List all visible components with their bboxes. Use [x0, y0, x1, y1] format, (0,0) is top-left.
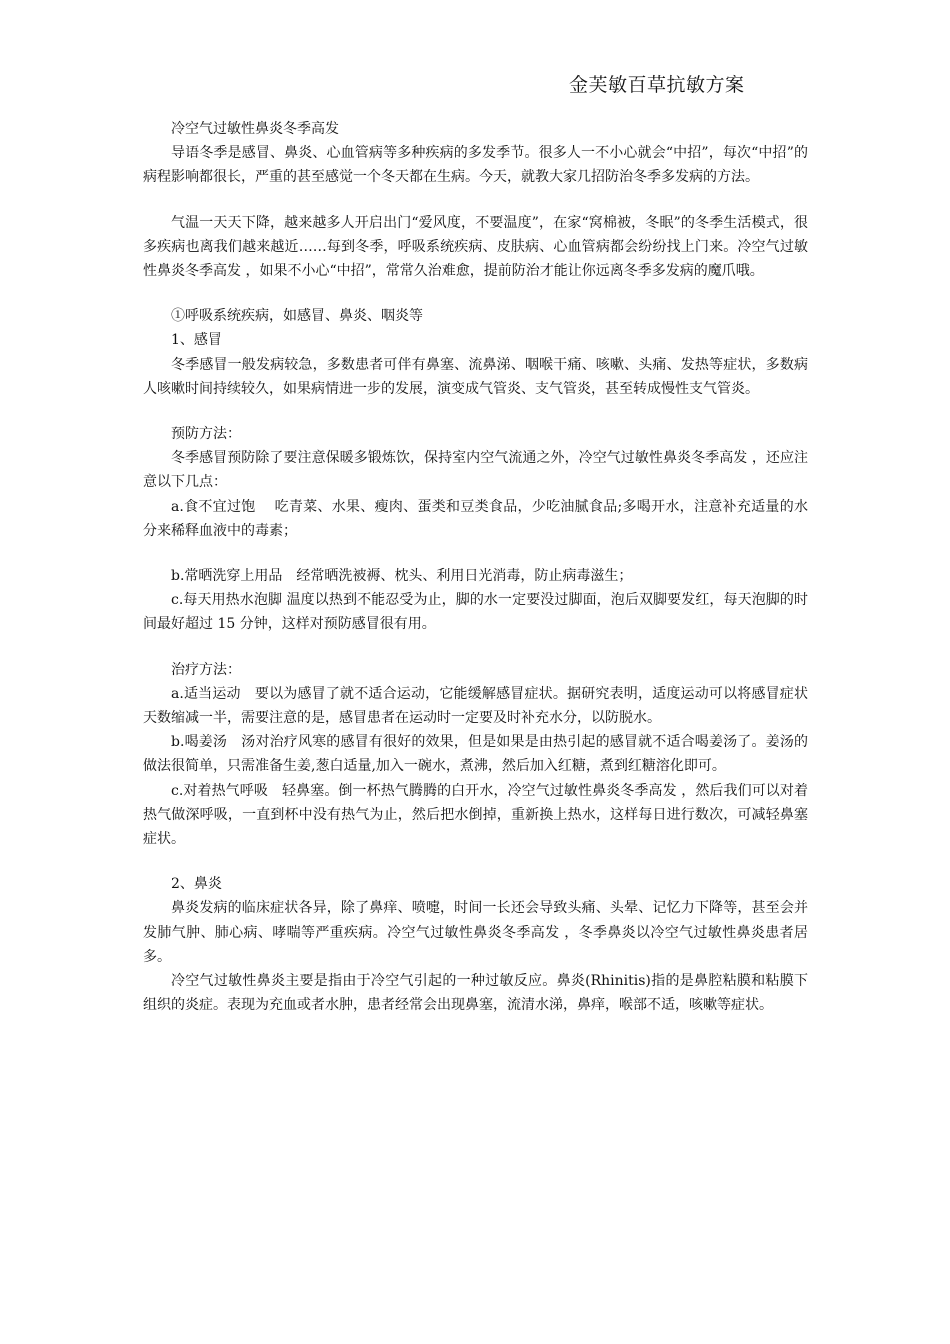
paragraph-gap — [143, 543, 808, 564]
paragraph-gap — [143, 851, 808, 872]
prevention-item-b: b.常晒洗穿上用品 经常晒洗被褥、枕头、利用日光消毒，防止病毒滋生； — [171, 568, 633, 585]
paragraph-gap — [143, 190, 808, 211]
document-header-title: 金芙敏百草抗敏方案 — [569, 74, 745, 96]
subsection-heading-cold: 1、感冒 — [171, 332, 222, 349]
paragraph-gap — [143, 283, 808, 304]
paragraph-gap — [143, 401, 808, 422]
rhinitis-definition: 冷空气过敏性鼻炎主要是指由于冷空气引起的一种过敏反应。鼻炎(Rhinitis)指的是鼻腔粘膜和粘膜下组织的炎症。表现为充血或者水肿，患者经常会出现鼻塞，流清水涕，鼻痒，喉部不适，咳嗽等症状。 — [143, 973, 808, 1014]
section-heading: ①呼吸系统疾病，如感冒、鼻炎、咽炎等 — [171, 308, 423, 325]
cold-description: 冬季感冒一般发病较急，多数患者可伴有鼻塞、流鼻涕、咽喉干痛、咳嗽、头痛、发热等症状，多数病人咳嗽时间持续较久，如果病情进一步的发展，演变成气管炎、支气管炎，甚至转成慢性支气管炎。 — [143, 356, 808, 397]
prevention-intro: 冬季感冒预防除了要注意保暖多锻炼饮，保持室内空气流通之外，冷空气过敏性鼻炎冬季高发 ，还应注意以下几点： — [143, 450, 808, 491]
treatment-item-c: c.对着热气呼吸 轻鼻塞。倒一杯热气腾腾的白开水，冷空气过敏性鼻炎冬季高发 ，然后我们可以对着热气做深呼吸，一直到杯中没有热气为止，然后把水倒掉，重新换上热水，这样每日进行数次，可减轻鼻塞症状。 — [143, 782, 808, 848]
subsection-heading-rhinitis: 2、鼻炎 — [171, 876, 222, 893]
article-heading: 冷空气过敏性鼻炎冬季高发 — [171, 121, 339, 137]
treatment-item-b: b.喝姜汤 汤对治疗风寒的感冒有很好的效果，但是如果是由热引起的感冒就不适合喝姜汤了。姜汤的做法很简单，只需准备生姜,葱白适量,加入一碗水，煮沸，然后加入红糖，煮到红糖溶化即可。 — [143, 734, 808, 775]
article-body — [143, 117, 808, 1018]
treatment-label: 治疗方法： — [171, 661, 241, 678]
treatment-item-a: a.适当运动 要以为感冒了就不适合运动，它能缓解感冒症状。据研究表明，适度运动可以将感冒症状天数缩减一半，需要注意的是，感冒患者在运动时一定要及时补充水分，以防脱水。 — [143, 685, 808, 727]
prevention-label: 预防方法： — [171, 426, 241, 443]
paragraph-gap — [143, 637, 808, 658]
body-paragraph: 气温一天天下降，越来越多人开启出门“爱风度，不要温度”，在家“窝棉被，冬眠”的冬季生活模式，很多疾病也离我们越来越近……每到冬季，呼吸系统疾病、皮肤病、心血管病都会纷纷找上门来。冷空气过敏性鼻炎冬季高发 ，如果不小心“中招”，常常久治难愈，提前防治才能让你远离冬季多发病的魔爪哦。 — [143, 214, 808, 280]
prevention-item-a: a.食不宜过饱 吃青菜、水果、瘦肉、蛋类和豆类食品，少吃油腻食品;多喝开水，注意补充适量的水分来稀释血液中的毒素； — [143, 498, 808, 539]
prevention-item-c: c.每天用热水泡脚 温度以热到不能忍受为止，脚的水一定要没过脚面，泡后双脚要发红，每天泡脚的时间最好超过 15 分钟，这样对预防感冒很有用。 — [143, 592, 808, 633]
intro-paragraph: 导语冬季是感冒、鼻炎、心血管病等多种疾病的多发季节。很多人一不小心就会“中招”，每次“中招”的病程影响都很长，严重的甚至感觉一个冬天都在生病。今天，就教大家几招防治冬季多发病的方法。 — [143, 145, 808, 186]
rhinitis-description: 鼻炎发病的临床症状各异，除了鼻痒、喷嚏，时间一长还会导致头痛、头晕、记忆力下降等，甚至会并发肺气肿、肺心病、哮喘等严重疾病。冷空气过敏性鼻炎冬季高发 ，冬季鼻炎以冷空气过敏性鼻炎患者居多。 — [143, 900, 808, 965]
